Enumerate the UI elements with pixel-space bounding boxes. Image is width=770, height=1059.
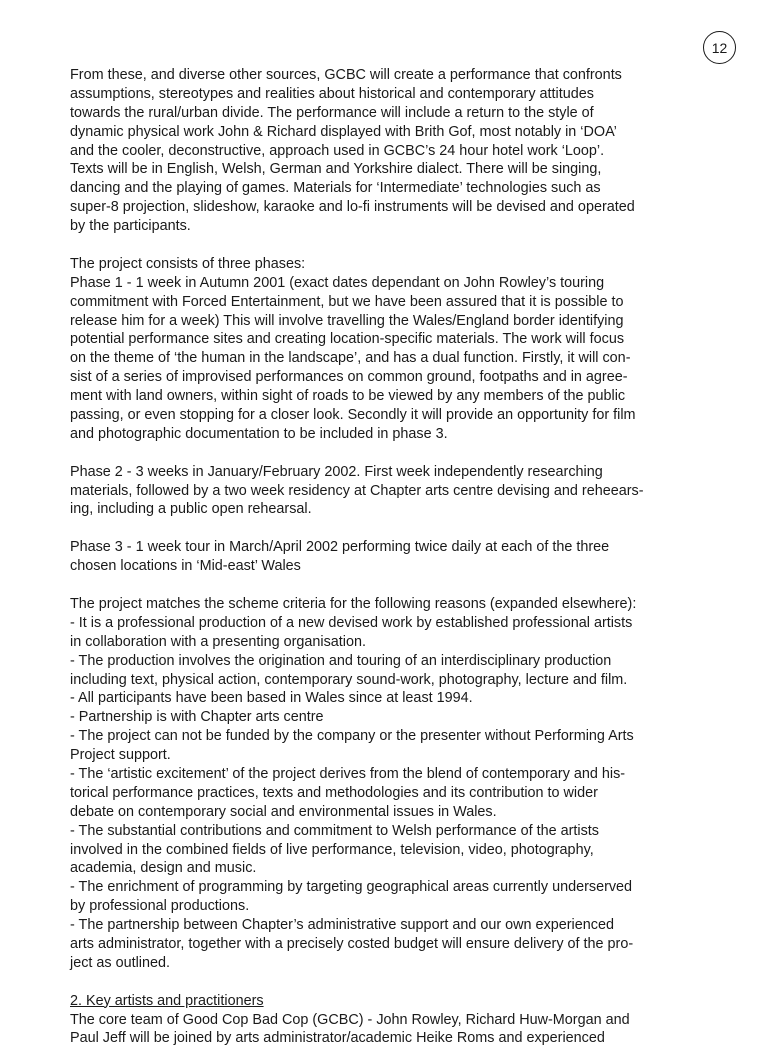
text-line: Phase 2 - 3 weeks in January/February 2002. First week independently researching [70,463,603,480]
text-line: sist of a series of improvised performances on common ground, footpaths and in agree- [70,369,628,386]
text-line: The project consists of three phases: [70,255,306,272]
text-line: dancing and the playing of games. Materials for ‘Intermediate’ technologies such as [70,180,601,197]
text-line: debate on contemporary social and environmental issues in Wales. [70,803,497,820]
text-line: ject as outlined. [70,954,170,971]
text-line: by professional productions. [70,898,250,915]
text-line: Phase 1 - 1 week in Autumn 2001 (exact dates dependant on John Rowley’s touring [70,274,605,291]
text-line: The project matches the scheme criteria for the following reasons (expanded elsewhere): [70,595,637,612]
text-line: academia, design and music. [70,860,257,877]
text-line: and photographic documentation to be included in phase 3. [70,425,448,442]
text-line: including text, physical action, contemporary sound-work, photography, lecture and film. [70,671,628,688]
text-line: - The partnership between Chapter’s administrative support and our own experienced [70,917,614,934]
text-line: passing, or even stopping for a closer look. Secondly it will provide an opportunity for film [70,407,636,424]
text-line: Project support. [70,747,171,764]
text-line: - All participants have been based in Wales since at least 1994. [70,690,473,707]
text-line: - The production involves the origination and touring of an interdisciplinary production [70,652,612,669]
text-line: involved in the combined fields of live performance, television, video, photography, [70,841,594,858]
text-line: release him for a week) This will involve travelling the Wales/England border identifying [70,312,624,329]
text-line: - The ‘artistic excitement’ of the project derives from the blend of contemporary and his- [70,765,626,782]
text-line: Texts will be in English, Welsh, German and Yorkshire dialect. There will be singing, [70,161,602,178]
text-line: arts administrator, together with a precisely costed budget will ensure delivery of the pro- [70,935,634,952]
text-line: The core team of Good Cop Bad Cop (GCBC) - John Rowley, Richard Huw-Morgan and [70,1011,630,1028]
document-body [70,66,710,1048]
text-line: ing, including a public open rehearsal. [70,501,312,518]
text-line: ment with land owners, within sight of roads to be viewed by any members of the public [70,388,626,405]
text-line: - It is a professional production of a new devised work by established professional artists [70,614,633,631]
text-line: and the cooler, deconstructive, approach used in GCBC’s 24 hour hotel work ‘Loop’. [70,142,605,159]
text-line: dynamic physical work John & Richard displayed with Brith Gof, most notably in ‘DOA’ [70,123,617,140]
text-line: - The substantial contributions and commitment to Welsh performance of the artists [70,822,599,839]
section-2 [70,992,710,1049]
text-line: - The project can not be funded by the company or the presenter without Performing Arts [70,728,634,745]
text-line: super-8 projection, slideshow, karaoke and lo-fi instruments will be devised and operated [70,199,635,216]
phase2-paragraph [70,463,710,520]
text-line: From these, and diverse other sources, GCBC will create a performance that confronts [70,67,622,83]
text-line: torical performance practices, texts and methodologies and its contribution to wider [70,784,598,801]
text-line: on the theme of ‘the human in the landscape’, and has a dual function. Firstly, it will con- [70,350,631,367]
text-line: assumptions, stereotypes and realities about historical and contemporary attitudes [70,85,594,102]
text-line: Phase 3 - 1 week tour in March/April 2002 performing twice daily at each of the three [70,539,610,556]
text-line: - Partnership is with Chapter arts centre [70,709,324,726]
text-line: towards the rural/urban divide. The performance will include a return to the style of [70,104,594,121]
section-heading: 2. Key artists and practitioners [70,992,264,1009]
criteria-paragraph [70,595,710,973]
text-line: in collaboration with a presenting organisation. [70,633,366,650]
text-line: by the participants. [70,218,191,235]
intro-paragraph [70,66,710,236]
page-number: 12 [703,31,736,64]
phase3-paragraph [70,538,710,576]
text-line: commitment with Forced Entertainment, but we have been assured that it is possible to [70,293,624,310]
text-line: chosen locations in ‘Mid-east’ Wales [70,558,301,575]
text-line: - The enrichment of programming by targeting geographical areas currently underserved [70,879,633,896]
text-line: potential performance sites and creating location-specific materials. The work will focus [70,331,625,348]
phases-paragraph [70,255,710,444]
text-line: materials, followed by a two week residency at Chapter arts centre devising and reheears- [70,482,644,499]
text-line: Paul Jeff will be joined by arts administrator/academic Heike Roms and experienced [70,1030,605,1047]
